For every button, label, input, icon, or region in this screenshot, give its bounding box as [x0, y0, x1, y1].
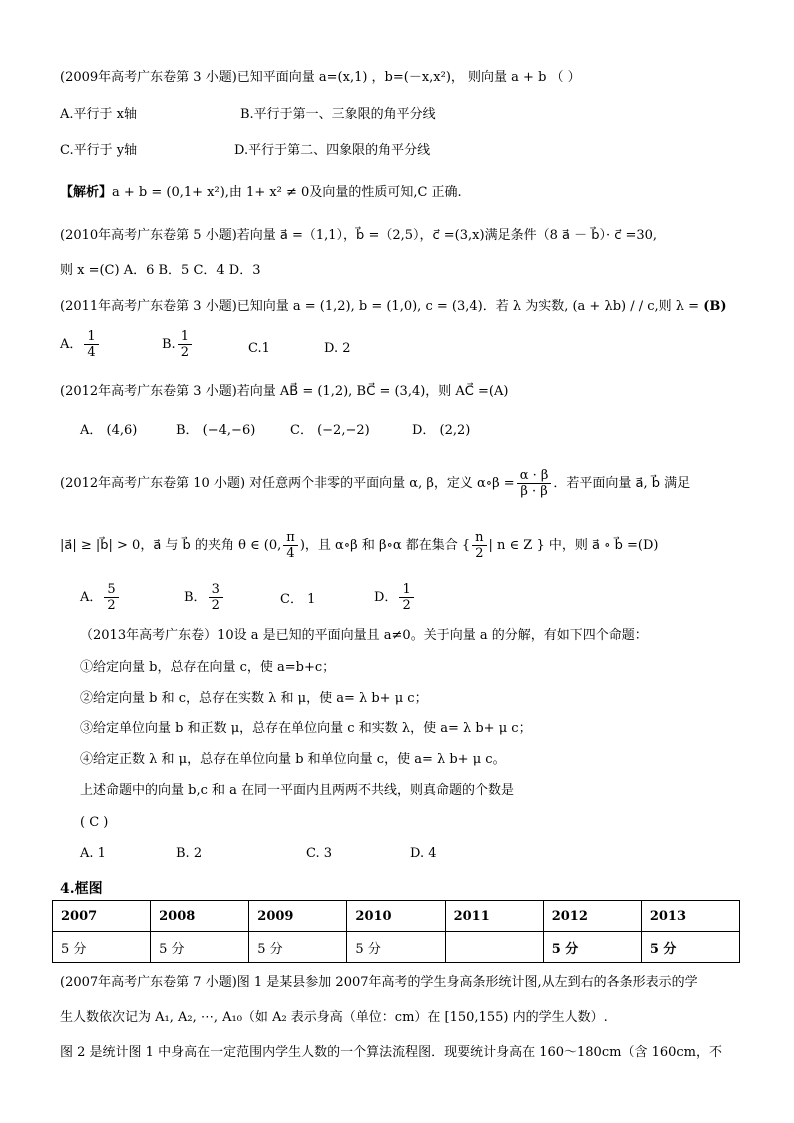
q2012a-stem: (2012年高考广东卷第 3 小题)若向量 AB⃗ = (1,2), BC⃗ = (3,4)，则 AC⃗ =(A) — [60, 384, 509, 399]
year-cell: 2010 — [347, 901, 445, 932]
score-cell: 5 分 — [53, 932, 151, 963]
q2009-option-d: D.平行于第二、四象限的角平分线 — [234, 143, 431, 158]
q2010-answer-line: 则 x =(C) A．6 B．5 C．4 D．3 — [60, 263, 261, 278]
q2009-option-a: A.平行于 x轴 — [60, 107, 137, 122]
fraction — [104, 582, 118, 613]
q2012b-option-c: C． 1 — [280, 592, 316, 607]
q2013-question: 上述命题中的向量 b,c 和 a 在同一平面内且两两不共线，则真命题的个数是 — [80, 783, 515, 798]
denominator: 2 — [180, 345, 189, 360]
numerator: 1 — [399, 582, 413, 598]
q2011-stem-text: (2011年高考广东卷第 3 小题)已知向量 a = (1,2), b = (1,0), c = (3,4)．若 λ 为实数, (a + λb) / / c,则 λ = — [60, 299, 700, 314]
numerator: 1 — [178, 329, 192, 345]
stem-text: (2012年高考广东卷第 10 小题) 对任意两个非零的平面向量 α, β，定义 α∘β = — [60, 476, 515, 491]
q2013-option-a: A. 1 — [80, 846, 106, 861]
q2011-stem — [60, 299, 727, 315]
denominator: 4 — [87, 345, 96, 360]
stem-text: ．若平面向量 a⃗, b⃗ 满足 — [553, 476, 691, 491]
score-cell: 5 分 — [641, 932, 739, 963]
q2007-line-3: 图 2 是统计图 1 中身高在一定范围内学生人数的一个算法流程图．现要统计身高在 160～180cm（含 160cm，不 — [60, 1045, 722, 1060]
numerator: 3 — [209, 582, 223, 598]
q2012a-option-c: C． (−2,−2) — [290, 423, 370, 438]
q2011-option-b — [162, 329, 194, 360]
fraction — [178, 329, 192, 360]
q2012a-option-d: D． (2,2) — [412, 423, 471, 438]
year-cell: 2008 — [151, 901, 249, 932]
denominator: 4 — [286, 546, 295, 561]
q2013-stem: （2013年高考广东卷）10设 a 是已知的平面向量且 a≠0。关于向量 a 的分解，有如下四个命题： — [80, 628, 648, 643]
q2013-option-b: B. 2 — [176, 846, 203, 861]
q2013-item-2: ②给定向量 b 和 c，总存在实数 λ 和 μ，使 a= λ b+ μ c； — [80, 691, 428, 706]
q2011-option-c: C.1 — [248, 341, 270, 356]
numerator: α · β — [517, 468, 552, 484]
option-label: D． — [374, 590, 398, 605]
year-cell: 2013 — [641, 901, 739, 932]
option-label: A． — [60, 337, 83, 352]
denominator: 2 — [402, 598, 411, 613]
year-cell: 2009 — [249, 901, 347, 932]
q2009-analysis — [60, 185, 462, 201]
denominator: β · β — [520, 484, 548, 499]
year-cell: 2011 — [445, 901, 543, 932]
numerator: 1 — [84, 329, 98, 345]
option-label: A． — [80, 590, 103, 605]
option-label: B. — [162, 337, 176, 352]
q2011-answer: (B) — [703, 299, 727, 314]
q2012b-option-b — [184, 582, 225, 613]
fraction — [84, 329, 98, 360]
fraction — [209, 582, 223, 613]
score-cell: 5 分 — [151, 932, 249, 963]
definition-fraction — [517, 468, 552, 499]
analysis-text: a + b = (0,1+ x²),由 1+ x² ≠ 0及向量的性质可知,C 正确. — [112, 185, 462, 200]
angle-fraction — [283, 530, 298, 561]
q2013-item-4: ④给定正数 λ 和 μ，总存在单位向量 b 和单位向量 c，使 a= λ b+ μ c。 — [80, 752, 506, 767]
section-title: 4.框图 — [60, 881, 103, 897]
q2012b-condition — [60, 530, 658, 561]
year-cell: 2012 — [543, 901, 641, 932]
q2013-option-d: D. 4 — [410, 846, 437, 861]
denominator: 2 — [107, 598, 116, 613]
q2013-answer: ( C ) — [80, 815, 109, 830]
condition-text: )，且 α∘β 和 β∘α 都在集合 { — [299, 538, 471, 553]
q2013-item-1: ①给定向量 b，总存在向量 c，使 a=b+c； — [80, 660, 336, 675]
denominator: 2 — [475, 546, 484, 561]
year-cell: 2007 — [53, 901, 151, 932]
q2012b-stem — [60, 468, 690, 499]
q2007-line-2: 生人数依次记为 A₁, A₂, ⋯, A₁₀（如 A₂ 表示身高（单位：cm）在 [150,155) 内的学生人数）. — [60, 1010, 608, 1025]
fraction — [399, 582, 413, 613]
condition-text: | n ∈ Z } 中，则 a⃗ ∘ b⃗ =(D) — [488, 538, 659, 553]
q2009-option-b: B.平行于第一、三象限的角平分线 — [240, 107, 436, 122]
q2012b-option-a — [80, 582, 121, 613]
q2009-option-c: C.平行于 y轴 — [60, 143, 138, 158]
score-cell: 5 分 — [249, 932, 347, 963]
q2013-option-c: C. 3 — [306, 846, 333, 861]
q2011-option-a — [60, 329, 101, 360]
numerator: π — [283, 530, 298, 546]
condition-text: |a⃗| ≥ |b⃗| > 0，a⃗ 与 b⃗ 的夹角 θ ∈ (0, — [60, 538, 282, 553]
score-cell: 5 分 — [347, 932, 445, 963]
q2009-stem: (2009年高考广东卷第 3 小题)已知平面向量 a=(x,1) ，b=(－x,x²)， 则向量 a + b （ ） — [60, 70, 581, 85]
q2011-option-d: D. 2 — [324, 341, 351, 356]
q2012a-option-b: B． (−4,−6) — [176, 423, 256, 438]
denominator: 2 — [211, 598, 220, 613]
table-row — [53, 901, 740, 932]
q2007-line-1: (2007年高考广东卷第 7 小题)图 1 是某县参加 2007年高考的学生身高条形统计图,从左到右的各条形表示的学 — [60, 975, 698, 990]
q2012a-option-a: A． (4,6) — [80, 423, 138, 438]
option-label: B． — [184, 590, 207, 605]
numerator: 5 — [104, 582, 118, 598]
year-score-table — [52, 900, 740, 963]
table-row — [53, 932, 740, 963]
q2013-item-3: ③给定单位向量 b 和正数 μ，总存在单位向量 c 和实数 λ，使 a= λ b+ μ c； — [80, 721, 532, 736]
set-fraction — [472, 530, 486, 561]
q2010-stem: (2010年高考广东卷第 5 小题)若向量 a⃗ =（1,1），b⃗ =（2,5），c⃗ =(3,x)满足条件（8 a⃗ － b⃗）· c⃗ =30, — [60, 228, 658, 243]
numerator: n — [472, 530, 486, 546]
score-cell — [445, 932, 543, 963]
analysis-label: 【解析】 — [60, 185, 113, 200]
q2012b-option-d — [374, 582, 416, 613]
score-cell: 5 分 — [543, 932, 641, 963]
